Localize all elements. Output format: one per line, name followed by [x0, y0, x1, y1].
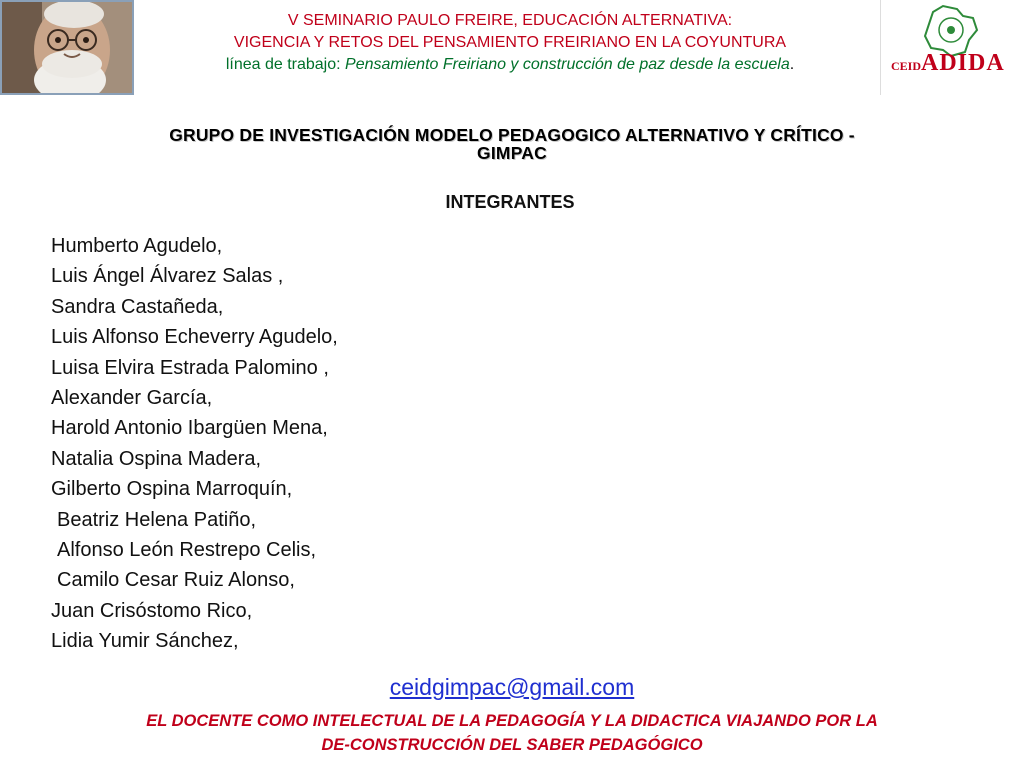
member-item: Camilo Cesar Ruiz Alonso, [57, 569, 295, 592]
member-item: Luis Alfonso Echeverry Agudelo, [51, 326, 338, 349]
paulo-freire-photo [0, 0, 134, 95]
logo-emblem [881, 0, 1021, 95]
member-item: Harold Antonio Ibargüen Mena, [51, 417, 328, 440]
group-title [12, 126, 1012, 162]
member-item: Gilberto Ospina Marroquín, [51, 478, 293, 501]
member-item: Beatriz Helena Patiño, [57, 508, 257, 531]
header-line-1: V SEMINARIO PAULO FREIRE, EDUCACIÓN ALTERNATIVA: [287, 12, 733, 29]
member-item: Natalia Ospina Madera, [51, 447, 262, 470]
header-line-2: VIGENCIA Y RETOS DEL PENSAMIENTO FREIRIANO EN LA COYUNTURA [233, 34, 787, 51]
logo-text-ceid: CEID [891, 59, 922, 73]
contact-email-link[interactable]: ceidgimpac@gmail.com [389, 674, 635, 700]
member-item: Alfonso León Restrepo Celis, [57, 539, 317, 561]
integrantes-heading: INTEGRANTES [445, 192, 575, 212]
portrait-image [2, 2, 132, 93]
work-line-label: línea de trabajo: [225, 56, 346, 73]
member-item: Humberto Agudelo, [51, 235, 223, 257]
member-item: Luisa Elvira Estrada Palomino , [51, 356, 329, 379]
header-line-3 [140, 54, 880, 76]
footer-line-1: EL DOCENTE COMO INTELECTUAL DE LA PEDAGOGÍA Y LA DIDACTICA VIAJANDO POR LA [146, 712, 878, 730]
work-line-end: . [789, 56, 795, 73]
member-item: Luis Ángel Álvarez Salas , [51, 265, 284, 288]
member-item: Alexander García, [51, 387, 213, 409]
work-line-value: Pensamiento Freiriano y construcción de paz desde la escuela [345, 56, 790, 73]
group-title-line-2: GIMPAC [477, 143, 547, 163]
footer-line-2: DE-CONSTRUCCIÓN DEL SABER PEDAGÓGICO [321, 736, 703, 754]
ceid-adida-logo [880, 0, 1021, 95]
logo-text-adida: ADIDA [921, 50, 1005, 76]
member-item: Juan Crisóstomo Rico, [51, 599, 253, 622]
member-item: Lidia Yumir Sánchez, [51, 630, 239, 653]
seminar-header [140, 10, 880, 76]
logo-text [881, 50, 1021, 77]
member-item: Sandra Castañeda, [51, 295, 224, 318]
footer-slogan [60, 709, 964, 757]
group-title-line-1: GRUPO DE INVESTIGACIÓN MODELO PEDAGOGICO ALTERNATIVO Y CRÍTICO - [169, 125, 855, 145]
